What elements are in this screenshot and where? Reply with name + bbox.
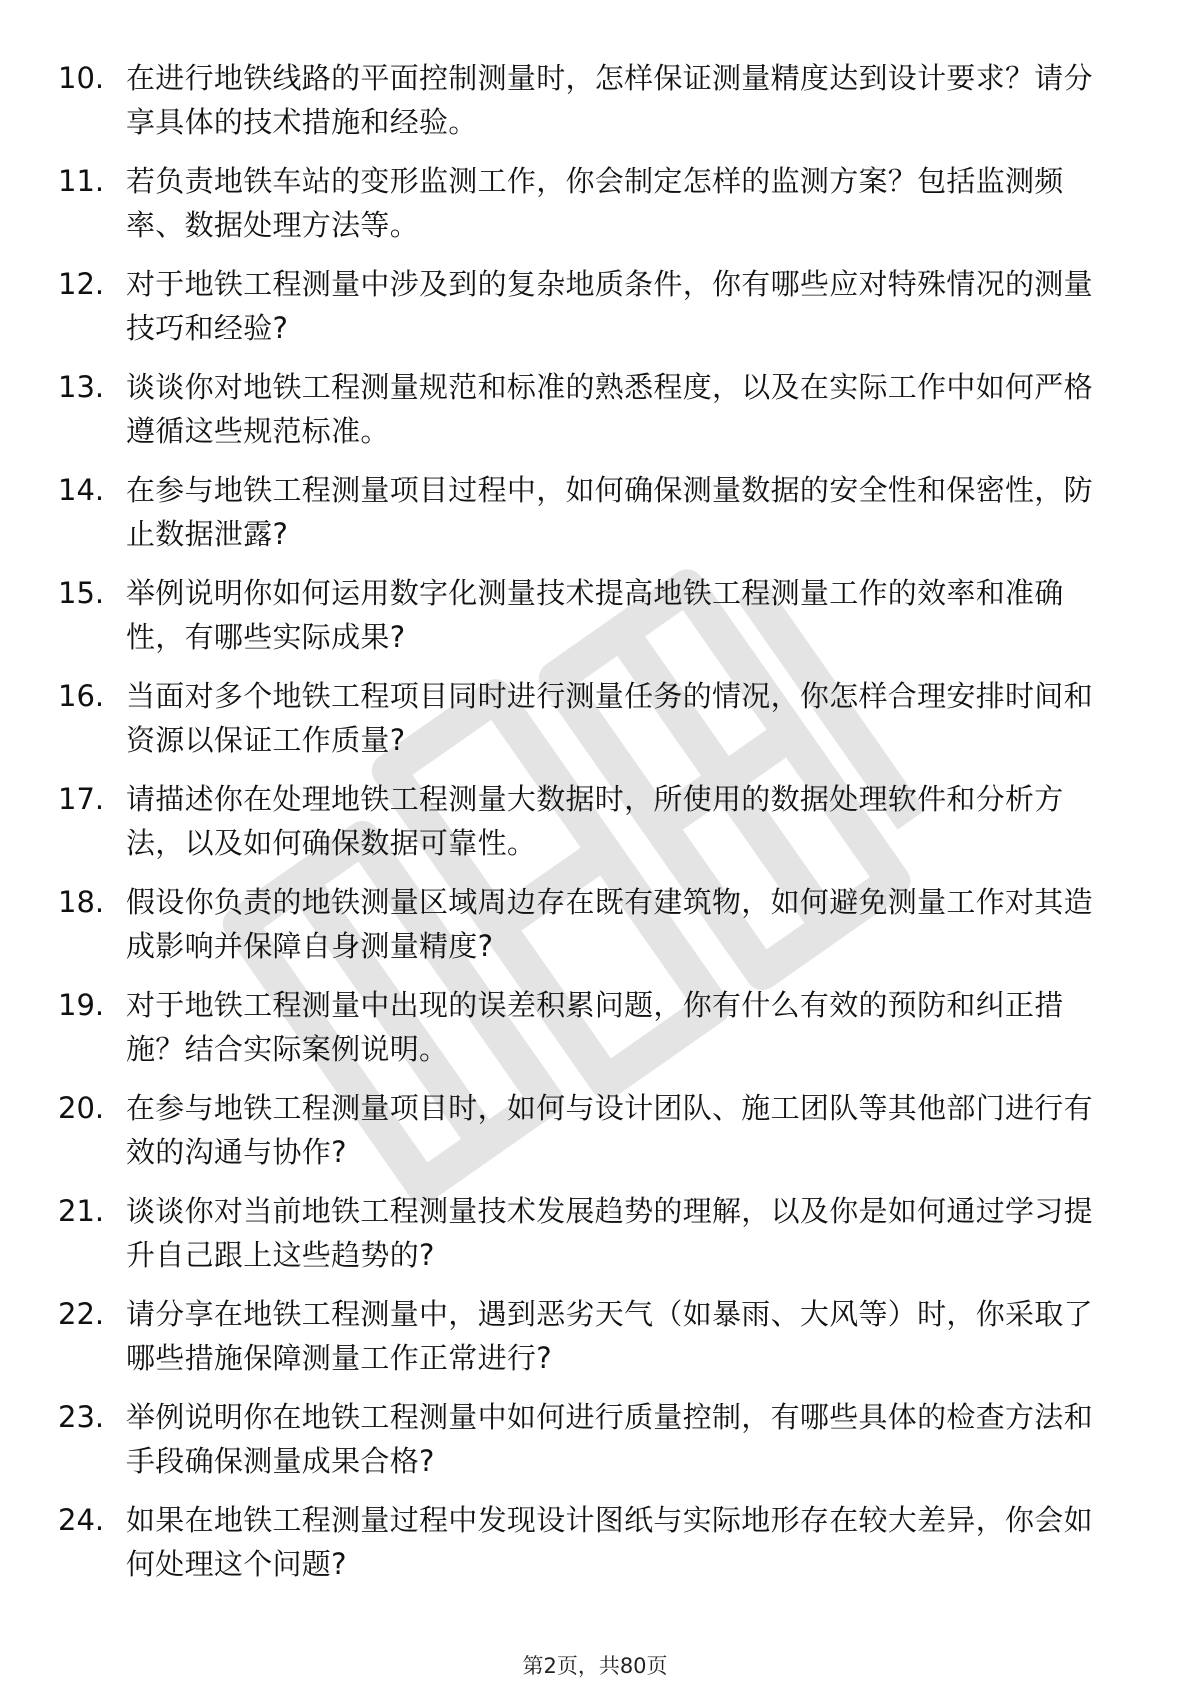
question-text: 谈谈你对当前地铁工程测量技术发展趋势的理解，以及你是如何通过学习提升自己跟上这些趋势的? [126,1194,1093,1272]
question-number: 12. [58,267,105,301]
question-text: 在参与地铁工程测量项目时，如何与设计团队、施工团队等其他部门进行有效的沟通与协作? [126,1091,1093,1169]
question-item [0,365,1190,468]
page-footer [0,1652,1190,1680]
question-number: 15. [58,576,105,610]
question-number: 19. [58,988,105,1022]
question-text: 请分享在地铁工程测量中，遇到恶劣天气（如暴雨、大风等）时，你采取了哪些措施保障测量工作正常进行? [126,1297,1093,1375]
question-number: 10. [58,61,105,95]
question-number: 16. [58,679,105,713]
question-text: 假设你负责的地铁测量区域周边存在既有建筑物，如何避免测量工作对其造成影响并保障自身测量精度? [126,885,1093,963]
question-text: 举例说明你在地铁工程测量中如何进行质量控制，有哪些具体的检查方法和手段确保测量成果合格? [126,1400,1093,1478]
question-number: 24. [58,1503,105,1537]
question-text: 谈谈你对地铁工程测量规范和标准的熟悉程度，以及在实际工作中如何严格遵循这些规范标准。 [126,370,1093,448]
question-text: 请描述你在处理地铁工程测量大数据时，所使用的数据处理软件和分析方法，以及如何确保数据可靠性。 [126,782,1064,860]
question-text: 当面对多个地铁工程项目同时进行测量任务的情况，你怎样合理安排时间和资源以保证工作质量? [126,679,1093,757]
question-text: 在进行地铁线路的平面控制测量时，怎样保证测量精度达到设计要求？请分享具体的技术措施和经验。 [126,61,1093,139]
question-number: 22. [58,1297,105,1331]
question-text: 若负责地铁车站的变形监测工作，你会制定怎样的监测方案？包括监测频率、数据处理方法等。 [126,164,1064,242]
question-number: 17. [58,782,105,816]
question-item [0,1189,1190,1292]
question-number: 18. [58,885,105,919]
question-text: 举例说明你如何运用数字化测量技术提高地铁工程测量工作的效率和准确性，有哪些实际成果? [126,576,1064,654]
question-text: 在参与地铁工程测量项目过程中，如何确保测量数据的安全性和保密性，防止数据泄露? [126,473,1093,551]
question-number: 20. [58,1091,105,1125]
question-item [0,56,1190,159]
question-number: 13. [58,370,105,404]
question-item [0,159,1190,262]
question-item [0,1292,1190,1395]
page-number: 第2页，共80页 [522,1654,668,1678]
question-list [0,56,1190,1601]
question-text: 对于地铁工程测量中出现的误差积累问题，你有什么有效的预防和纠正措施？结合实际案例说明。 [126,988,1064,1066]
question-item [0,468,1190,571]
question-text: 如果在地铁工程测量过程中发现设计图纸与实际地形存在较大差异，你会如何处理这个问题? [126,1503,1093,1581]
question-item [0,674,1190,777]
question-item [0,777,1190,880]
question-number: 21. [58,1194,105,1228]
question-number: 14. [58,473,105,507]
question-item [0,262,1190,365]
question-number: 23. [58,1400,105,1434]
question-item [0,1395,1190,1498]
question-item [0,880,1190,983]
question-item [0,1086,1190,1189]
question-item [0,1498,1190,1601]
question-number: 11. [58,164,105,198]
question-text: 对于地铁工程测量中涉及到的复杂地质条件，你有哪些应对特殊情况的测量技巧和经验? [126,267,1093,345]
question-item [0,571,1190,674]
question-item [0,983,1190,1086]
